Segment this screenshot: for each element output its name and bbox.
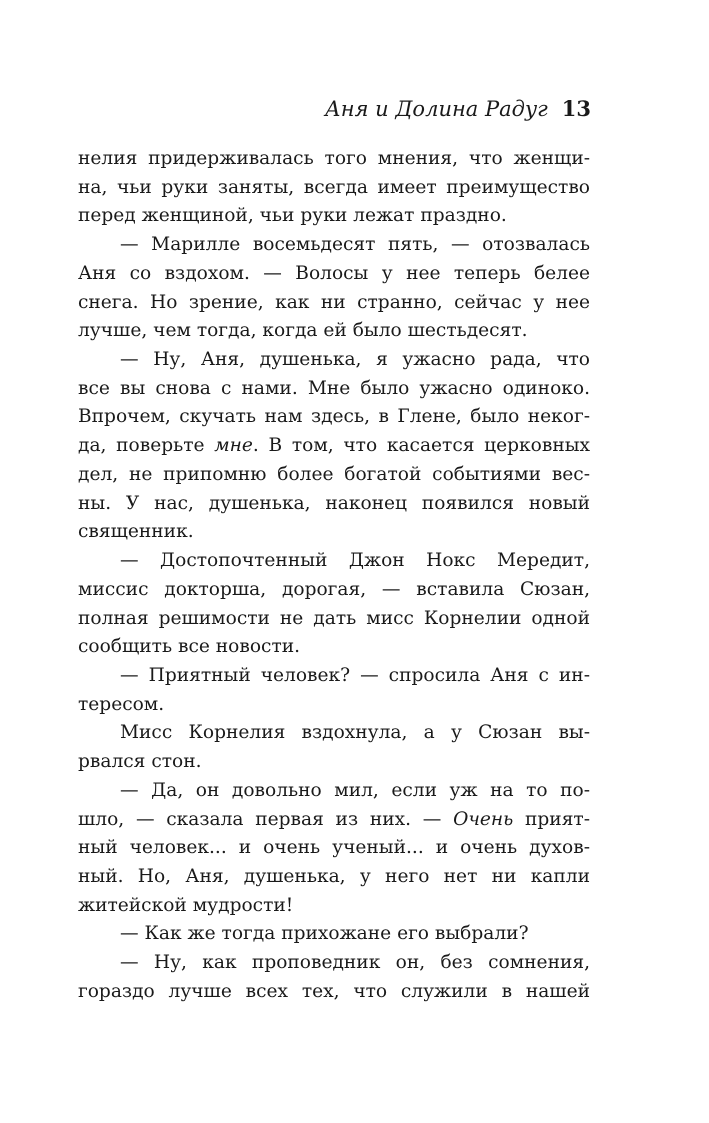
text-segment: нелия придерживалась того мнения, что женщи- <box>78 148 590 169</box>
text-segment: ный. Но, Аня, душенька, у него нет ни капли <box>78 865 590 887</box>
text-line <box>78 260 590 289</box>
text-segment: гораздо лучше всех тех, что служили в нашей <box>78 980 590 1002</box>
text-line <box>78 605 590 634</box>
text-segment: — Марилле восемьдесят пять, — отозвалась <box>120 234 590 256</box>
text-line <box>78 174 590 203</box>
text-line <box>78 892 590 921</box>
text-line <box>78 403 590 432</box>
text-line <box>78 202 590 231</box>
text-line <box>78 461 590 490</box>
body-text <box>78 145 590 1007</box>
text-line <box>78 863 590 892</box>
text-line <box>78 691 590 720</box>
text-segment: на, чьи руки заняты, всегда имеет преимущество <box>78 176 590 198</box>
text-line <box>78 289 590 318</box>
text-line <box>78 145 590 174</box>
text-segment: — Приятный человек? — спросила Аня с ин- <box>120 664 590 686</box>
text-line <box>78 978 590 1007</box>
text-line <box>78 432 590 461</box>
text-segment: — Ну, Аня, душенька, я ужасно рада, что <box>120 349 590 371</box>
text-segment: шло, — сказала первая из них. — <box>78 808 454 830</box>
text-segment: — Как же тогда прихожане его выбрали? <box>120 923 529 945</box>
text-segment: Впрочем, скучать нам здесь, в Глене, было неког- <box>78 406 590 428</box>
text-line <box>78 576 590 605</box>
text-segment: — Да, он довольно мил, если уж на то по- <box>120 779 590 801</box>
text-segment: полная решимости не дать мисс Корнелии одной <box>78 607 590 629</box>
text-line <box>78 834 590 863</box>
text-segment: сообщить все новости. <box>78 636 301 658</box>
text-line <box>78 662 590 691</box>
book-title: Аня и Долина Радуг <box>324 97 548 121</box>
emphasis-text: мне <box>214 435 253 457</box>
text-line <box>78 547 590 576</box>
text-segment: тересом. <box>78 693 165 715</box>
text-segment: житейской мудрости! <box>78 894 294 916</box>
text-segment: снега. Но зрение, как ни странно, сейчас у нее <box>78 291 590 313</box>
text-line <box>78 231 590 260</box>
text-line <box>78 346 590 375</box>
emphasis-text: Очень <box>453 808 514 830</box>
text-segment: да, поверьте <box>78 435 215 457</box>
text-segment: ный человек... и очень ученый... и очень духов- <box>78 837 590 859</box>
text-line <box>78 806 590 835</box>
text-segment: дел, не припомню более богатой событиями вес- <box>78 463 590 485</box>
text-line <box>78 633 590 662</box>
text-segment: лучше, чем тогда, когда ей было шестьдесят. <box>78 320 528 342</box>
text-segment: — Достопочтенный Джон Нокс Мередит, <box>120 550 590 572</box>
text-segment: Аня со вздохом. — Волосы у нее теперь белее <box>78 262 590 284</box>
text-segment: — Ну, как проповедник он, без сомнения, <box>120 952 590 974</box>
text-line <box>78 748 590 777</box>
text-line <box>78 949 590 978</box>
text-segment: все вы снова с нами. Мне было ужасно одиноко. <box>78 377 590 399</box>
text-line <box>78 518 590 547</box>
text-segment: . В том, что касается церковных <box>252 435 590 457</box>
text-line <box>78 490 590 519</box>
text-line <box>78 920 590 949</box>
page-number: 13 <box>561 96 591 121</box>
text-line <box>78 719 590 748</box>
running-header <box>325 96 591 122</box>
text-line <box>78 317 590 346</box>
text-segment: прият- <box>513 808 590 830</box>
text-segment: миссис докторша, дорогая, — вставила Сюзан, <box>78 578 590 600</box>
text-segment: рвался стон. <box>78 751 202 773</box>
text-line <box>78 777 590 806</box>
text-line <box>78 375 590 404</box>
text-segment: священник. <box>78 521 194 543</box>
text-segment: Мисс Корнелия вздохнула, а у Сюзан вы- <box>120 722 590 744</box>
text-segment: ны. У нас, душенька, наконец появился новый <box>78 492 590 514</box>
text-segment: перед женщиной, чьи руки лежат праздно. <box>78 205 507 227</box>
